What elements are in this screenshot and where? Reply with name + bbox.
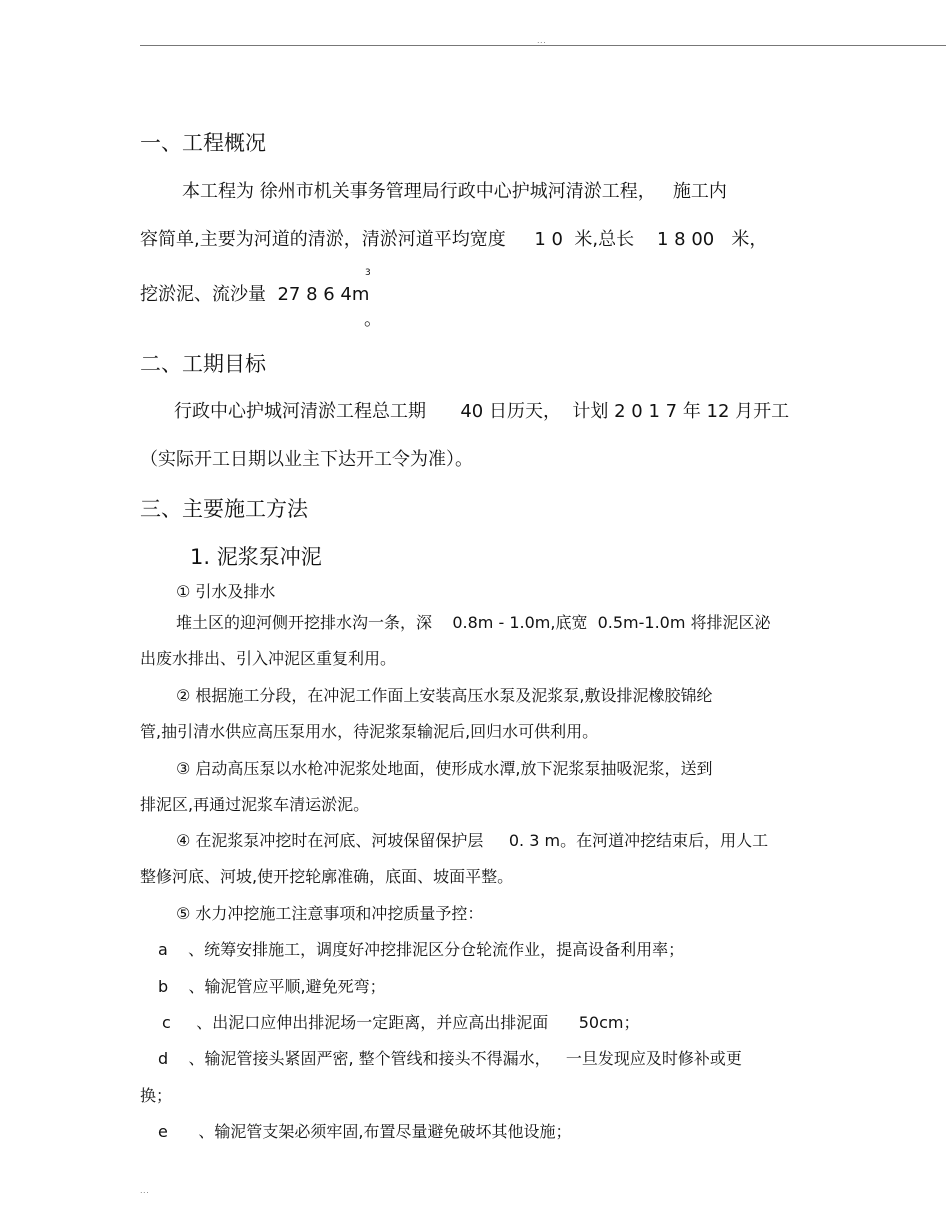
list-item-b: b 、输泥管应平顺,避免死弯； [158, 977, 386, 996]
list-item-e: e 、输泥管支架必须牢固,布置尽量避免破坏其他设施； [158, 1122, 572, 1141]
header-marker: ... [537, 36, 547, 45]
item-line: 管,抽引清水供应高压泵用水，待泥浆泵输泥后,回归水可供利用。 [140, 722, 599, 741]
item-line: ④ 在泥浆泵冲挖时在河底、河坡保留保护层 0. 3 m。在河道冲挖结束后，用人工 [176, 831, 769, 850]
section-title-schedule: 二、工期目标 [140, 352, 266, 376]
item-title: ⑤ 水力冲挖施工注意事项和冲挖质量予控： [176, 904, 484, 923]
list-item-d: d 、输泥管接头紧固严密, 整个管线和接头不得漏水， 一旦发现应及时修补或更 [158, 1049, 742, 1068]
overview-paragraph-line: 挖淤泥、流沙量 27 8 6 4m [140, 284, 370, 305]
section-title-overview: 一、工程概况 [140, 131, 266, 155]
list-item-d-continued: 换； [140, 1086, 173, 1105]
schedule-paragraph-line: （实际开工日期以业主下达开工令为准）。 [140, 449, 473, 470]
subsection-title-mud-pump: 1. 泥浆泵冲泥 [190, 545, 322, 569]
overview-paragraph-line: 容简单,主要为河道的清淤，清淤河道平均宽度 1 0 米,总长 1 8 00 米， [140, 229, 768, 250]
item-title: ① 引水及排水 [176, 582, 276, 601]
cubic-superscript: 3 [365, 268, 371, 278]
header-rule [140, 45, 946, 46]
overview-paragraph-line: 本工程为 徐州市机关事务管理局行政中心护城河清淤工程， 施工内 [182, 181, 727, 202]
item-line: 整修河底、河坡,使开挖轮廓准确，底面、坡面平整。 [140, 867, 514, 886]
item-line: ③ 启动高压泵以水枪冲泥浆处地面，使形成水潭,放下泥浆泵抽吸泥浆，送到 [176, 759, 713, 778]
footer-marker: ... [140, 1186, 150, 1195]
list-item-a: a 、统筹安排施工，调度好冲挖排泥区分仓轮流作业，提高设备利用率； [158, 940, 685, 959]
section-title-methods: 三、主要施工方法 [140, 497, 308, 521]
overview-paragraph-end: 。 [364, 309, 382, 330]
item-line: ② 根据施工分段，在冲泥工作面上安装高压水泵及泥浆泵,敷设排泥橡胶锦纶 [176, 686, 713, 705]
item-line: 堆土区的迎河侧开挖排水沟一条，深 0.8m - 1.0m,底宽 0.5m-1.0m 将排泥区泌 [176, 613, 771, 632]
item-line: 排泥区,再通过泥浆车清运淤泥。 [140, 795, 370, 814]
item-line: 出废水排出、引入冲泥区重复利用。 [140, 649, 397, 668]
schedule-paragraph-line: 行政中心护城河清淤工程总工期 40 日历天， 计划 2 0 1 7 年 12 月开工 [174, 401, 790, 422]
list-item-c: c 、出泥口应伸出排泥场一定距离，并应高出排泥面 50cm； [162, 1013, 640, 1032]
